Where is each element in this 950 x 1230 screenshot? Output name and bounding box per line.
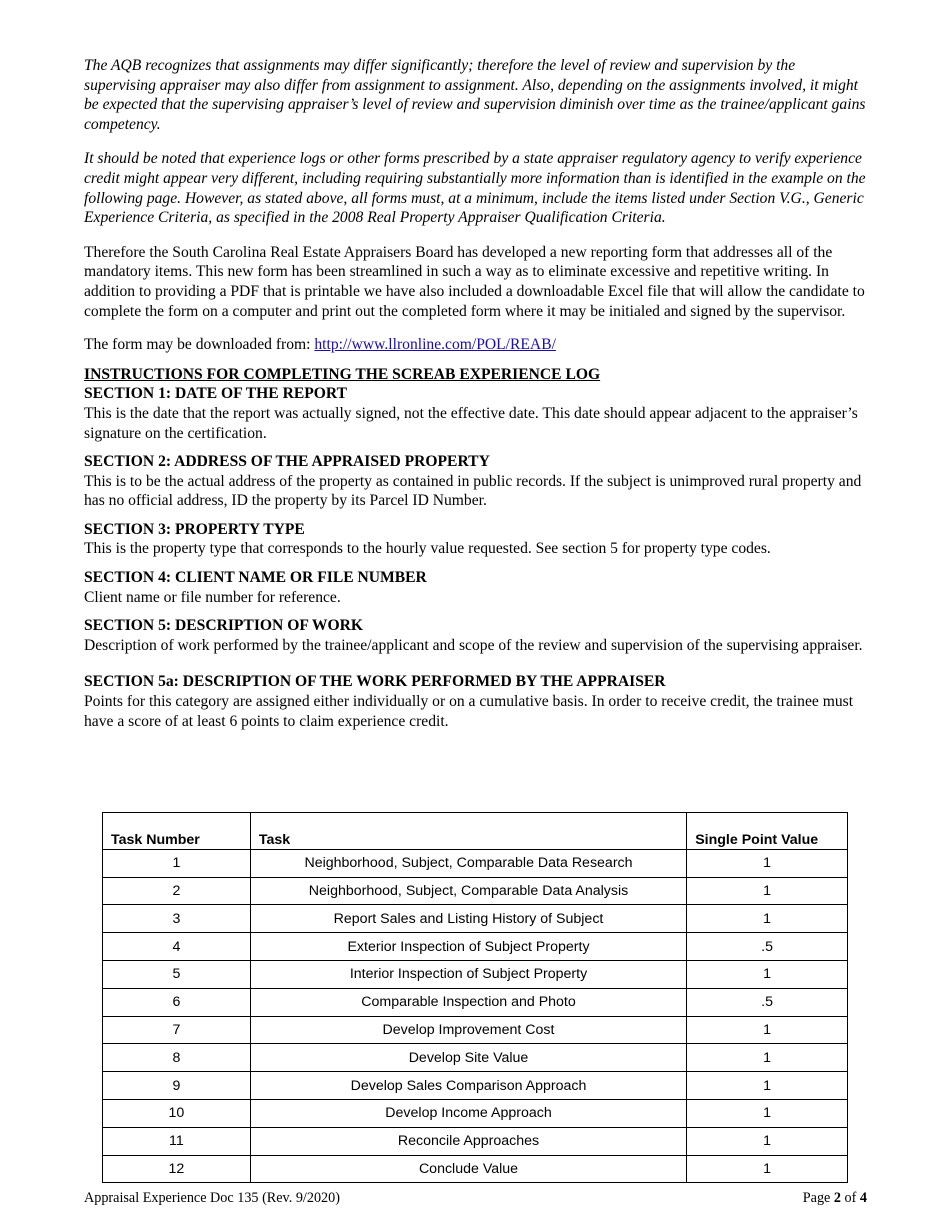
task-number-cell: 8	[103, 1044, 251, 1072]
section-body: This is the date that the report was actually signed, not the effective date. This date should appear adjacent to the appraiser’s signature on the certification.	[84, 404, 858, 442]
task-cell: Develop Sales Comparison Approach	[250, 1072, 686, 1100]
page-total: 4	[859, 1190, 867, 1206]
section-heading: SECTION 5a: DESCRIPTION OF THE WORK PERFORMED BY THE APPRAISER	[84, 673, 666, 691]
point-value-cell: 1	[687, 1155, 848, 1183]
section-body: Client name or file number for reference.	[84, 588, 341, 606]
task-number-cell: 5	[103, 960, 251, 988]
table-row	[103, 877, 848, 905]
task-number-cell: 9	[103, 1072, 251, 1100]
task-number-cell: 1	[103, 849, 251, 877]
point-value-cell: 1	[687, 1016, 848, 1044]
section-heading: SECTION 1: DATE OF THE REPORT	[84, 385, 347, 403]
table-row	[103, 1072, 848, 1100]
task-number-cell: 3	[103, 905, 251, 933]
table-row	[103, 1044, 848, 1072]
section-2	[84, 452, 869, 511]
table-row	[103, 905, 848, 933]
header-single-point-value: Single Point Value	[687, 813, 848, 850]
download-line	[84, 335, 869, 355]
section-5a	[84, 672, 869, 731]
table-row	[103, 849, 848, 877]
table-row	[103, 1016, 848, 1044]
section-heading: SECTION 4: CLIENT NAME OR FILE NUMBER	[84, 569, 427, 587]
table-header-row	[103, 813, 848, 850]
point-value-cell: .5	[687, 988, 848, 1016]
task-cell: Exterior Inspection of Subject Property	[250, 933, 686, 961]
table-row	[103, 1127, 848, 1155]
task-cell: Report Sales and Listing History of Subject	[250, 905, 686, 933]
download-link[interactable]: http://www.llronline.com/POL/REAB/	[314, 336, 556, 354]
table-row	[103, 933, 848, 961]
section-body: This is to be the actual address of the property as contained in public records. If the subject is unimproved rural property and has no official address, ID the property by its Parcel ID Number.	[84, 472, 862, 510]
table-row	[103, 960, 848, 988]
section-5	[84, 616, 869, 655]
section-body: Points for this category are assigned either individually or on a cumulative basis. In order to receive credit, the trainee must have a score of at least 6 points to claim experience credit.	[84, 693, 854, 730]
task-cell: Comparable Inspection and Photo	[250, 988, 686, 1016]
task-number-cell: 12	[103, 1155, 251, 1183]
point-value-cell: 1	[687, 877, 848, 905]
point-value-cell: 1	[687, 905, 848, 933]
point-value-cell: 1	[687, 1099, 848, 1127]
task-number-cell: 2	[103, 877, 251, 905]
point-value-cell: 1	[687, 960, 848, 988]
task-cell: Neighborhood, Subject, Comparable Data Research	[250, 849, 686, 877]
task-cell: Develop Income Approach	[250, 1099, 686, 1127]
document-page	[84, 56, 869, 731]
point-value-cell: 1	[687, 849, 848, 877]
section-heading: SECTION 5: DESCRIPTION OF WORK	[84, 617, 363, 635]
task-number-cell: 11	[103, 1127, 251, 1155]
download-prefix: The form may be downloaded from:	[84, 336, 315, 354]
section-3	[84, 520, 869, 559]
intro-paragraph-forms: It should be noted that experience logs or other forms prescribed by a state appraiser regulatory agency to verify experience credit might appear very different, including requiring substantially more information than is identified in the example on the following page. However, as stated above, all forms must, at a minimum, include the items listed under Section V.G., Generic Experience Criteria, as specified in the 2008 Real Property Appraiser Qualification Criteria.	[84, 150, 866, 227]
task-number-cell: 7	[103, 1016, 251, 1044]
footer-page-number	[803, 1189, 867, 1207]
task-cell: Develop Improvement Cost	[250, 1016, 686, 1044]
table-row	[103, 1155, 848, 1183]
section-4	[84, 568, 869, 607]
page-prefix: Page	[802, 1190, 834, 1206]
header-task-number: Task Number	[103, 813, 251, 850]
task-number-cell: 4	[103, 933, 251, 961]
section-1	[84, 384, 869, 443]
section-heading: SECTION 3: PROPERTY TYPE	[84, 520, 305, 538]
page-of: of	[840, 1190, 860, 1206]
section-body: Description of work performed by the trainee/applicant and scope of the review and supervision of the supervising appraiser.	[84, 636, 863, 654]
task-cell: Neighborhood, Subject, Comparable Data Analysis	[250, 877, 686, 905]
intro-paragraph-board: Therefore the South Carolina Real Estate Appraisers Board has developed a new reporting form that addresses all of the mandatory items. This new form has been streamlined in such a way as to eliminate excessive and repetitive writing. In addition to providing a PDF that is printable we have also included a downloadable Excel file that will allow the candidate to complete the form on a computer and print out the completed form where it may be initialed and signed by the supervisor.	[84, 243, 865, 320]
header-task: Task	[250, 813, 686, 850]
section-heading: SECTION 2: ADDRESS OF THE APPRAISED PROPERTY	[84, 453, 490, 471]
task-number-cell: 10	[103, 1099, 251, 1127]
instructions-heading: INSTRUCTIONS FOR COMPLETING THE SCREAB EXPERIENCE LOG	[84, 365, 601, 383]
point-value-cell: 1	[687, 1072, 848, 1100]
footer-doc-id: Appraisal Experience Doc 135 (Rev. 9/2020)	[84, 1190, 340, 1206]
table-row	[103, 1099, 848, 1127]
task-number-cell: 6	[103, 988, 251, 1016]
task-cell: Interior Inspection of Subject Property	[250, 960, 686, 988]
intro-paragraph-aqb: The AQB recognizes that assignments may differ significantly; therefore the level of review and supervision by the supervising appraiser may also differ from assignment to assignment. Also, depending on the assignments involved, it might be expected that the supervising appraiser’s level of review and supervision diminish over time as the trainee/applicant gains competency.	[84, 57, 866, 133]
point-value-cell: 1	[687, 1044, 848, 1072]
task-cell: Develop Site Value	[250, 1044, 686, 1072]
task-cell: Reconcile Approaches	[250, 1127, 686, 1155]
task-cell: Conclude Value	[250, 1155, 686, 1183]
task-points-table	[102, 812, 848, 1183]
page-current: 2	[833, 1190, 841, 1206]
point-value-cell: .5	[687, 933, 848, 961]
section-body: This is the property type that corresponds to the hourly value requested. See section 5 for property type codes.	[84, 540, 771, 558]
point-value-cell: 1	[687, 1127, 848, 1155]
table-row	[103, 988, 848, 1016]
